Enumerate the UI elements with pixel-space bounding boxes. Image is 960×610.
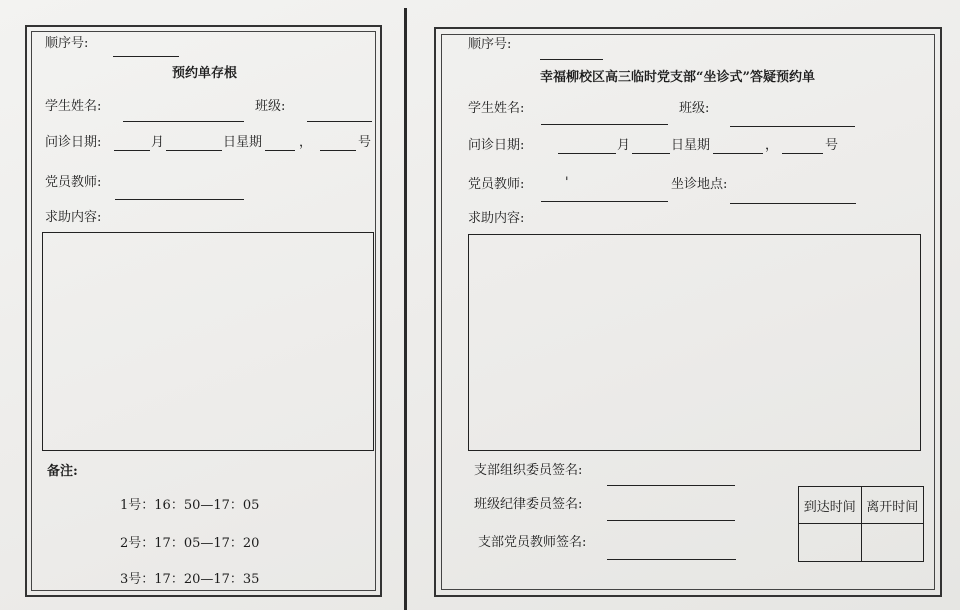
- stub-serial-line: [113, 56, 179, 57]
- stub-comma: ，: [299, 135, 313, 150]
- table-cell-arrival[interactable]: [799, 524, 862, 562]
- center-fold-line: [404, 8, 407, 610]
- stub-student-name-label: 学生姓名:: [45, 99, 102, 114]
- form-date-day-line[interactable]: [632, 153, 670, 154]
- form-sign-org-line[interactable]: [607, 485, 735, 486]
- form-sign-org-label: 支部组织委员签名:: [474, 463, 583, 478]
- stub-help-box[interactable]: [42, 232, 374, 451]
- form-location-label: 坐诊地点:: [671, 177, 728, 192]
- form-date-label: 问诊日期:: [468, 138, 525, 153]
- table-header-departure: 离开时间: [861, 487, 924, 524]
- form-location-line[interactable]: [730, 203, 856, 204]
- form-class-line[interactable]: [730, 126, 855, 127]
- form-sign-discipline-label: 班级纪律委员签名:: [474, 497, 583, 512]
- form-sign-discipline-line[interactable]: [607, 520, 735, 521]
- stub-weekday-label: 日星期: [223, 135, 263, 150]
- stub-schedule-item: 3号：17：20—17：35: [120, 572, 260, 587]
- form-weekday-label: 日星期: [671, 138, 711, 153]
- stub-date-day-line[interactable]: [166, 150, 222, 151]
- stub-class-label: 班级:: [255, 99, 286, 114]
- form-student-name-line[interactable]: [541, 124, 668, 125]
- stub-schedule-item: 2号：17：05—17：20: [120, 536, 260, 551]
- stub-teacher-line[interactable]: [115, 199, 244, 200]
- stub-number-line[interactable]: [320, 150, 356, 151]
- time-record-table: [798, 486, 924, 562]
- form-teacher-label: 党员教师:: [468, 177, 525, 192]
- table-cell-departure[interactable]: [861, 524, 924, 562]
- stub-teacher-label: 党员教师:: [45, 175, 102, 190]
- stub-class-line[interactable]: [307, 121, 372, 122]
- form-sign-teacher-line[interactable]: [607, 559, 736, 560]
- form-help-box[interactable]: [468, 234, 921, 451]
- stub-date-month-line[interactable]: [114, 150, 150, 151]
- stub-notes-label: 备注:: [47, 464, 78, 479]
- table-header-arrival: 到达时间: [799, 487, 862, 524]
- form-comma: ，: [765, 138, 779, 153]
- stub-weekday-line[interactable]: [265, 150, 295, 151]
- form-sign-teacher-label: 支部党员教师签名:: [478, 535, 587, 550]
- stub-month-label: 月: [151, 135, 165, 150]
- form-student-name-label: 学生姓名:: [468, 101, 525, 116]
- stub-help-label: 求助内容:: [45, 210, 102, 225]
- stub-serial-label: 顺序号:: [45, 36, 89, 51]
- form-teacher-line[interactable]: [541, 201, 668, 202]
- form-number-label: 号: [825, 138, 839, 153]
- form-title: 幸福柳校区高三临时党支部“坐诊式”答疑预约单: [540, 70, 815, 85]
- form-date-month-line[interactable]: [558, 153, 616, 154]
- form-serial-line: [540, 59, 603, 60]
- stub-title: 预约单存根: [172, 66, 238, 81]
- stub-date-label: 问诊日期:: [45, 135, 102, 150]
- stub-student-name-line[interactable]: [123, 121, 244, 122]
- form-weekday-line[interactable]: [713, 153, 763, 154]
- stub-schedule-item: 1号：16：50—17：05: [120, 498, 260, 513]
- form-help-label: 求助内容:: [468, 211, 525, 226]
- form-number-line[interactable]: [782, 153, 823, 154]
- stub-number-label: 号: [358, 135, 372, 150]
- form-serial-label: 顺序号:: [468, 37, 512, 52]
- form-month-label: 月: [617, 138, 631, 153]
- form-teacher-mark: ': [565, 175, 569, 190]
- form-class-label: 班级:: [679, 101, 710, 116]
